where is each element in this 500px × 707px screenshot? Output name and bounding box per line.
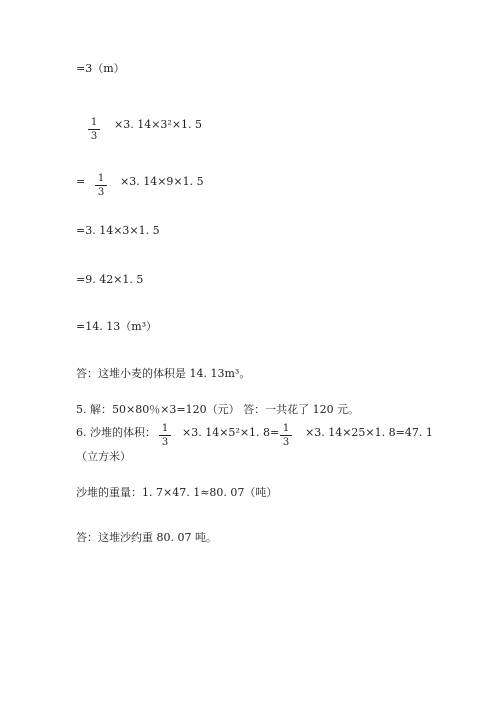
step-substituted: ×3. 14×9×1. 5 <box>120 175 204 188</box>
step-product: =9. 42×1. 5 <box>76 273 144 286</box>
problem-5-solution: 5. 解：50×80％×3=120（元） 答：一共花了 120 元。 <box>76 403 360 416</box>
fraction-denominator: 3 <box>161 437 169 448</box>
fraction-one-third <box>88 117 100 142</box>
fraction-bar <box>95 185 107 186</box>
step-equals: = <box>76 175 86 188</box>
fraction-denominator: 3 <box>97 187 105 198</box>
step-volume-formula: ×3. 14×3²×1. 5 <box>114 118 203 131</box>
fraction-one-third <box>280 423 292 448</box>
sand-weight: 沙堆的重量：1. 7×47. 1≈80. 07（吨） <box>76 486 278 499</box>
fraction-numerator: 1 <box>161 423 169 434</box>
problem-6-result: ×3. 14×25×1. 8=47. 1 <box>305 426 433 439</box>
step-radius: =3（m） <box>76 62 125 75</box>
unit-cubic-meters: （立方米） <box>76 450 131 463</box>
step-simplified: =3. 14×3×1. 5 <box>76 224 160 237</box>
problem-6-formula: ×3. 14×5²×1. 8= <box>182 426 280 439</box>
answer-wheat-volume: 答：这堆小麦的体积是 14. 13m³。 <box>76 367 251 380</box>
fraction-numerator: 1 <box>282 423 290 434</box>
fraction-denominator: 3 <box>90 131 98 142</box>
fraction-denominator: 3 <box>282 437 290 448</box>
fraction-numerator: 1 <box>90 117 98 128</box>
fraction-bar <box>159 435 171 436</box>
fraction-numerator: 1 <box>97 173 105 184</box>
fraction-one-third <box>159 423 171 448</box>
answer-sand-weight: 答：这堆沙约重 80. 07 吨。 <box>76 531 217 544</box>
problem-6-label: 6. 沙堆的体积： <box>76 426 156 439</box>
step-result: =14. 13（m³） <box>76 320 158 333</box>
fraction-bar <box>280 435 292 436</box>
fraction-bar <box>88 129 100 130</box>
fraction-one-third <box>95 173 107 198</box>
